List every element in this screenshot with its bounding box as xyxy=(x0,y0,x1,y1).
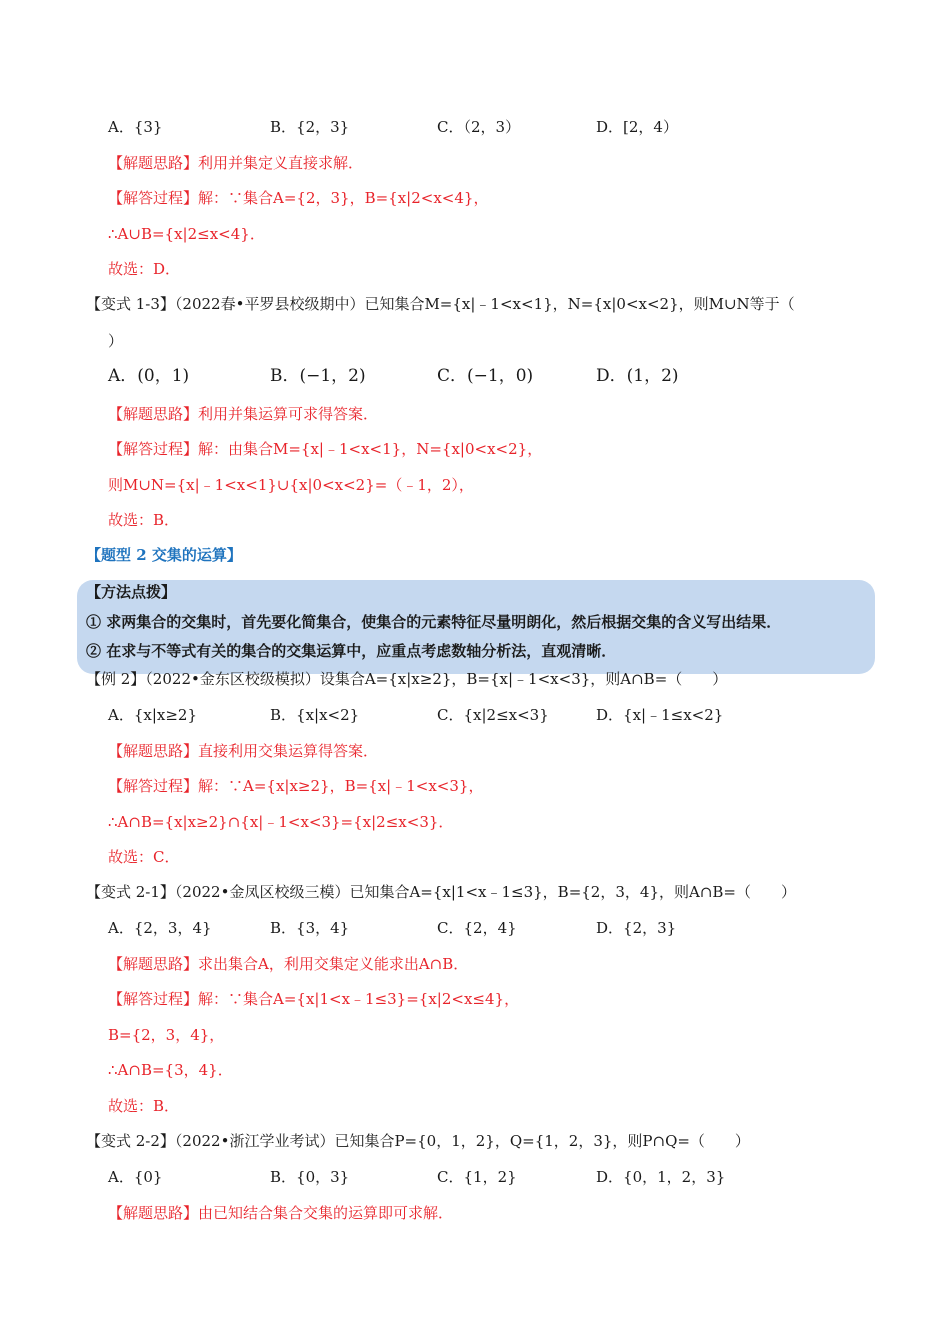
option-d: D．[2，4） xyxy=(596,118,678,136)
option-a: A．(0，1) xyxy=(108,366,190,386)
question-stem: 【变式 1-3】（2022春•平罗县校级期中）已知集合M={x|﹣1<x<1}，N={x|0<x<2}，则M∪N等于（ xyxy=(86,295,795,313)
option-d: D．{2，3} xyxy=(596,919,677,937)
method-tips-title: 【方法点拨】 xyxy=(86,583,177,601)
solution-process-line: ∴A∪B={x|2≤x<4}． xyxy=(108,225,265,243)
option-d: D．{0，1，2，3} xyxy=(596,1168,726,1186)
option-b: B．(−1，2) xyxy=(270,366,366,386)
option-b: B．{2，3} xyxy=(270,118,350,136)
solution-idea: 【解题思路】直接利用交集运算得答案． xyxy=(108,742,379,760)
solution-process-line: B={2，3，4}， xyxy=(108,1026,225,1044)
option-a: A．{2，3，4} xyxy=(108,919,212,937)
method-tip-1: ① 求两集合的交集时，首先要化简集合，使集合的元素特征尽量明朗化，然后根据交集的含义写出结果． xyxy=(86,613,782,631)
solution-process-line: ∴A∩B={3，4}． xyxy=(108,1061,233,1079)
solution-process: 【解答过程】解：∵集合A={2，3}，B={x|2<x<4}， xyxy=(108,189,489,207)
solution-process: 【解答过程】解：∵A={x|x≥2}，B={x|﹣1<x<3}， xyxy=(108,777,484,795)
option-c: C．{1，2} xyxy=(437,1168,517,1186)
answer-choice: 故选：B． xyxy=(108,1097,180,1115)
solution-process-line: ∴A∩B={x|x≥2}∩{x|﹣1<x<3}={x|2≤x<3}． xyxy=(108,813,454,831)
question-stem: 【变式 2-2】（2022•浙江学业考试）已知集合P={0，1，2}，Q={1，2，3}，则P∩Q=（ ） xyxy=(86,1132,750,1150)
solution-idea: 【解题思路】求出集合A，利用交集定义能求出A∩B． xyxy=(108,955,469,973)
method-tip-2: ② 在求与不等式有关的集合的交集运算中，应重点考虑数轴分析法，直观清晰． xyxy=(86,642,617,660)
option-c: C．（2，3） xyxy=(437,118,521,136)
option-b: B．{0，3} xyxy=(270,1168,350,1186)
solution-process: 【解答过程】解：∵集合A={x|1<x﹣1≤3}={x|2<x≤4}， xyxy=(108,990,520,1008)
option-a: A．{3} xyxy=(108,118,163,136)
solution-idea: 【解题思路】利用并集定义直接求解． xyxy=(108,154,364,172)
answer-choice: 故选：B． xyxy=(108,511,180,529)
option-a: A．{0} xyxy=(108,1168,163,1186)
solution-idea: 【解题思路】利用并集运算可求得答案． xyxy=(108,405,379,423)
answer-choice: 故选：C． xyxy=(108,848,180,866)
option-b: B．{x|x<2} xyxy=(270,706,360,724)
solution-process-line: 则M∪N={x|﹣1<x<1}∪{x|0<x<2}=（﹣1，2）， xyxy=(108,476,474,494)
option-c: C．(−1，0) xyxy=(437,366,534,386)
section-heading: 【题型 2 交集的运算】 xyxy=(86,546,242,564)
solution-idea: 【解题思路】由已知结合集合交集的运算即可求解． xyxy=(108,1204,454,1222)
option-c: C．{x|2≤x<3} xyxy=(437,706,549,724)
answer-choice: 故选：D． xyxy=(108,260,181,278)
question-stem-tail: ） xyxy=(108,332,124,350)
question-stem: 【变式 2-1】（2022•金凤区校级三模）已知集合A={x|1<x﹣1≤3}，B={2，3，4}，则A∩B=（ ） xyxy=(86,883,796,901)
solution-process: 【解答过程】解：由集合M={x|﹣1<x<1}，N={x|0<x<2}， xyxy=(108,440,543,458)
option-a: A．{x|x≥2} xyxy=(108,706,198,724)
option-c: C．{2，4} xyxy=(437,919,517,937)
option-d: D．(1，2) xyxy=(596,366,679,386)
option-d: D．{x|﹣1≤x<2} xyxy=(596,706,724,724)
question-stem: 【例 2】（2022•金东区校级模拟）设集合A={x|x≥2}，B={x|﹣1<x<3}，则A∩B=（ ） xyxy=(86,670,728,688)
option-b: B．{3，4} xyxy=(270,919,350,937)
